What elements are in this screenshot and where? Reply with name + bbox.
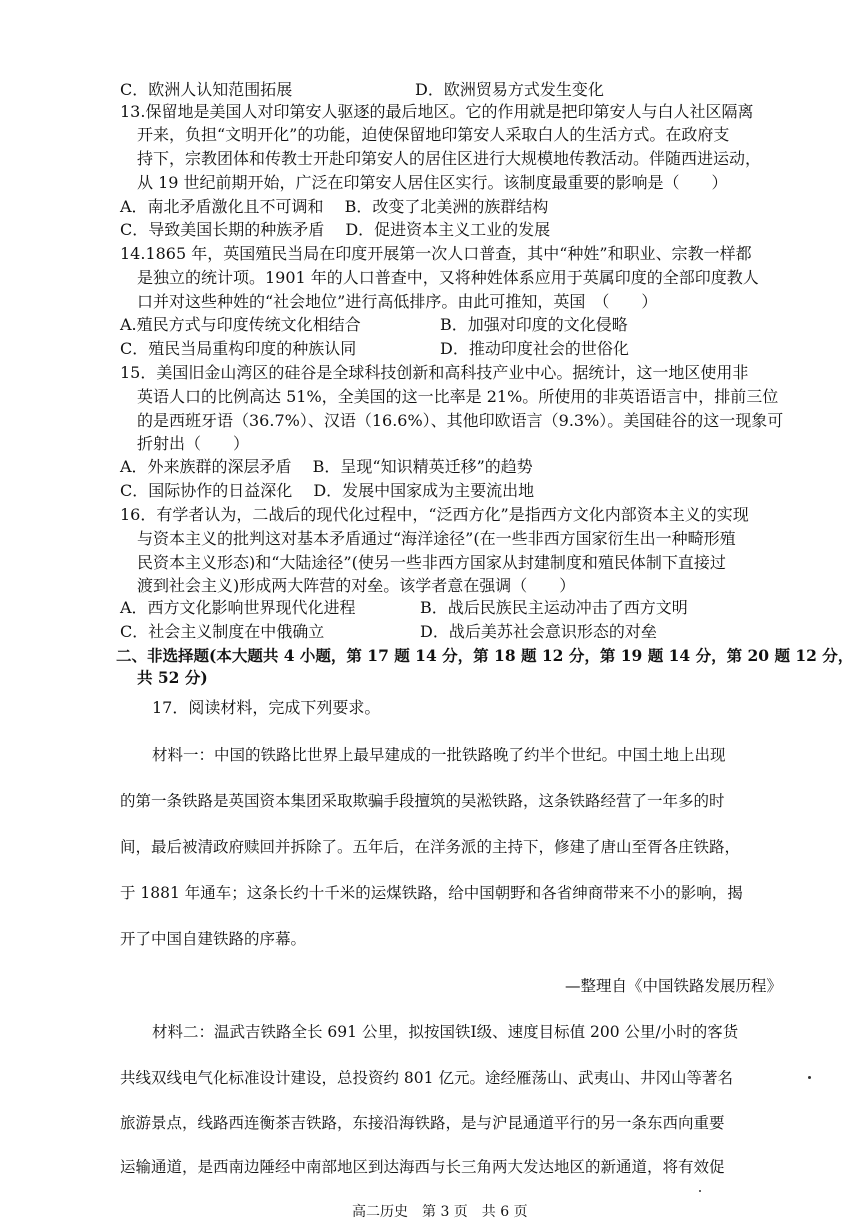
q13-options-ab: A．南北矛盾激化且不可调和 B．改变了北美洲的族群结构 xyxy=(120,197,549,216)
material-2-line: 旅游景点，线路西连衡茶吉铁路，东接沿海铁路，是与沪昆通道平行的另一条东西向重要 xyxy=(120,1114,725,1132)
q16-option-d: D．战后美苏社会意识形态的对垒 xyxy=(420,622,657,641)
q15-options-ab: A．外来族群的深层矛盾 B．呈现“知识精英迁移”的趋势 xyxy=(120,457,533,476)
q13-stem-line: 从 19 世纪前期开始，广泛在印第安人居住区实行。该制度最重要的影响是（ ） xyxy=(137,173,728,192)
q14-stem-line: 14.1865 年，英国殖民当局在印度开展第一次人口普查，其中“种姓”和职业、宗教一样都 xyxy=(120,244,752,263)
q14-option-d: D．推动印度社会的世俗化 xyxy=(440,339,629,358)
q15-stem-line: 折射出（ ） xyxy=(137,434,250,453)
q14-option-a: A.殖民方式与印度传统文化相结合 xyxy=(120,315,361,334)
material-2-line: 共线双线电气化标准设计建设，总投资约 801 亿元。途经雁荡山、武夷山、井冈山等著名 xyxy=(120,1069,733,1087)
material-1-source: —整理自《中国铁路发展历程》 xyxy=(565,977,783,995)
section-heading-cont: 共 52 分) xyxy=(137,668,208,687)
page-footer: 高二历史 第 3 页 共 6 页 xyxy=(352,1204,528,1220)
q14-stem-line: 口并对这些种姓的“社会地位”进行高低排序。由此可推知，英国 （ ） xyxy=(137,292,658,311)
section-heading: 二、非选择题(本大题共 4 小题，第 17 题 14 分，第 18 题 12 分，第 19 题 14 分，第 20 题 12 分， xyxy=(116,646,854,665)
q15-stem-line: 英语人口的比例高达 51%，全美国的这一比率是 21%。所使用的非英语语言中，排前三位 xyxy=(137,387,779,406)
material-2-line: 运输通道，是西南边陲经中南部地区到达海西与长三角两大发达地区的新通道，将有效促 xyxy=(120,1158,725,1176)
q15-stem-line: 15．美国旧金山湾区的硅谷是全球科技创新和高科技产业中心。据统计，这一地区使用非 xyxy=(120,363,749,382)
material-1-line: 于 1881 年通车；这条长约十千米的运煤铁路，给中国朝野和各省绅商带来不小的影响，揭 xyxy=(120,884,743,902)
q14-stem-line: 是独立的统计项。1901 年的人口普查中，又将种姓体系应用于英属印度的全部印度教人 xyxy=(137,268,759,287)
q14-option-c: C．殖民当局重构印度的种族认同 xyxy=(120,339,357,358)
material-1-line: 材料一：中国的铁路比世界上最早建成的一批铁路晚了约半个世纪。中国土地上出现 xyxy=(152,746,726,764)
q15-options-cd: C．国际协作的日益深化 D．发展中国家成为主要流出地 xyxy=(120,481,535,500)
q13-stem-line: 开来，负担“文明开化”的功能，迫使保留地印第安人采取白人的生活方式。在政府支 xyxy=(137,125,730,144)
q14-option-b: B．加强对印度的文化侵略 xyxy=(440,315,628,334)
q16-stem-line: 16．有学者认为，二战后的现代化过程中，“泛西方化”是指西方文化内部资本主义的实现 xyxy=(120,505,749,524)
q12-option-d: D．欧洲贸易方式发生变化 xyxy=(415,80,604,99)
q16-stem-line: 与资本主义的批判这对基本矛盾通过“海洋途径”(在一些非西方国家衍生出一种畸形殖 xyxy=(137,529,736,548)
q13-stem-line: 持下，宗教团体和传教士开赴印第安人的居住区进行大规模地传教活动。伴随西进运动， xyxy=(137,149,762,168)
q13-options-cd: C．导致美国长期的种族矛盾 D．促进资本主义工业的发展 xyxy=(120,220,551,239)
q16-option-c: C．社会主义制度在中俄确立 xyxy=(120,622,325,641)
q12-option-c: C．欧洲人认知范围拓展 xyxy=(120,80,293,99)
q16-stem-line: 渡到社会主义)形成两大阵营的对垒。该学者意在强调（ ） xyxy=(137,576,576,595)
material-1-line: 的第一条铁路是英国资本集团采取欺骗手段擅筑的吴淞铁路，这条铁路经营了一年多的时 xyxy=(120,792,725,810)
scan-speck xyxy=(808,1076,811,1079)
q16-option-a: A．西方文化影响世界现代化进程 xyxy=(120,598,356,617)
q15-stem-line: 的是西班牙语（36.7%）、汉语（16.6%）、其他印欧语言（9.3%）。美国硅谷的这一现象可 xyxy=(137,411,784,430)
q13-stem-line: 13.保留地是美国人对印第安人驱逐的最后地区。它的作用就是把印第安人与白人社区隔离 xyxy=(120,102,754,121)
material-2-line: 材料二：温武吉铁路全长 691 公里，拟按国铁Ⅰ级、速度目标值 200 公里/小时的客货 xyxy=(152,1023,739,1041)
scan-speck xyxy=(699,1190,701,1192)
q16-option-b: B．战后民族民主运动冲击了西方文明 xyxy=(420,598,688,617)
material-1-line: 开了中国自建铁路的序幕。 xyxy=(120,930,307,948)
q16-stem-line: 民资本主义形态)和“大陆途径”(使另一些非西方国家从封建制度和殖民体制下直接过 xyxy=(137,553,726,572)
q17-intro: 17．阅读材料，完成下列要求。 xyxy=(152,698,381,717)
material-1-line: 间，最后被清政府赎回并拆除了。五年后，在洋务派的主持下，修建了唐山至胥各庄铁路， xyxy=(120,838,741,856)
